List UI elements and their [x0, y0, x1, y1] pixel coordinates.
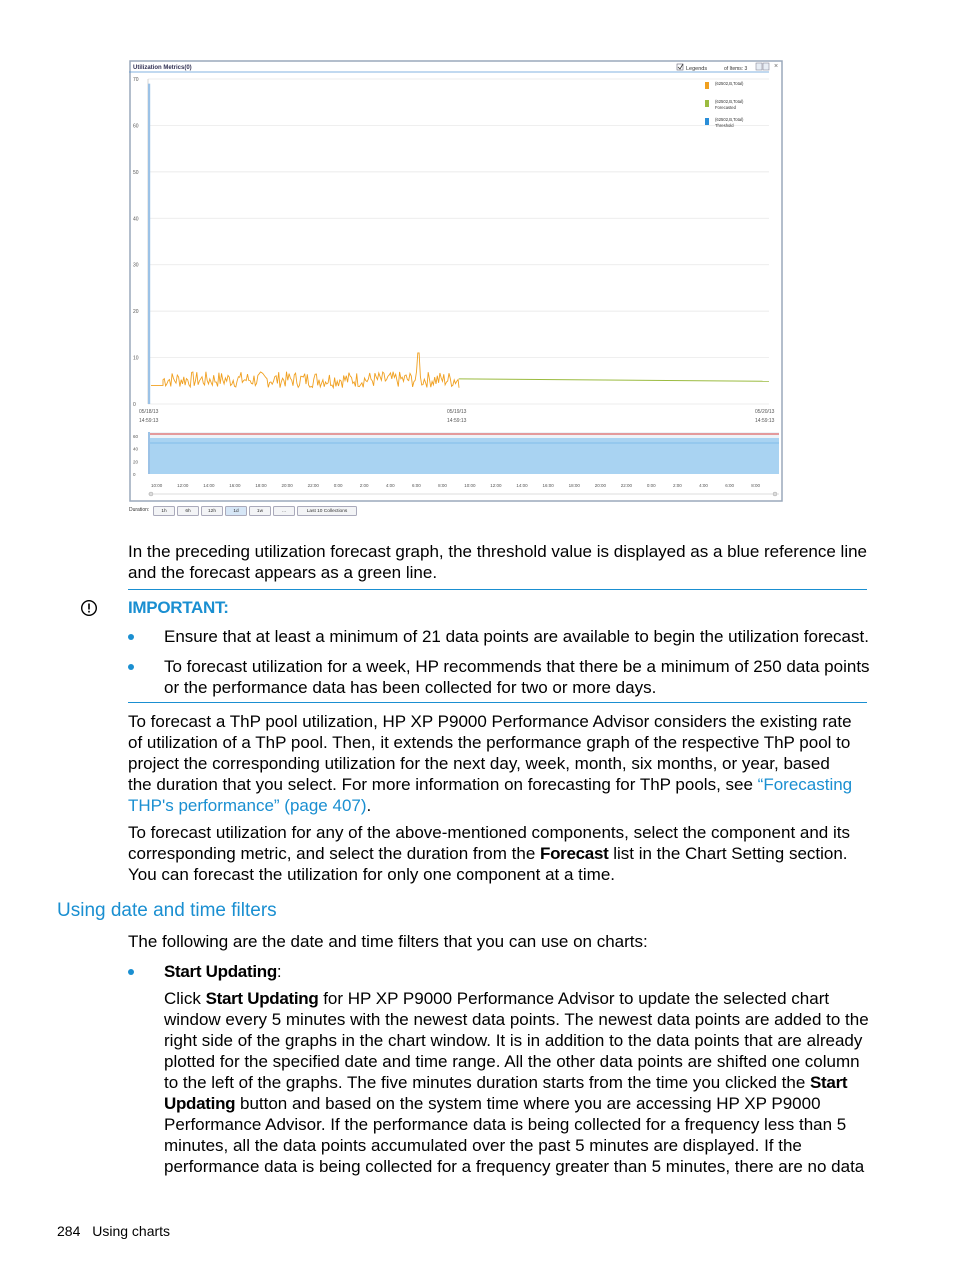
overview-x-tick: 12:00 — [177, 483, 189, 488]
legend-label-sub: Forecasted — [715, 105, 736, 110]
left-bar — [148, 84, 150, 404]
overview-x-tick: 6:00 — [725, 483, 734, 488]
duration-label: Duration: — [129, 507, 150, 513]
overview-x-tick: 14:00 — [516, 483, 528, 488]
start-updating-term-2: Start Updating — [164, 1073, 848, 1113]
duration-button-4[interactable]: 1d — [225, 506, 247, 516]
para2-end: . — [366, 796, 372, 815]
x-tick-time: 14:59:13 — [447, 418, 467, 424]
para3-a: To forecast utilization for any of the above-mentioned components, select the component and its corresponding metric, and select the duration from the — [128, 823, 850, 863]
paragraph-forecast-thp — [128, 711, 858, 816]
important-icon — [80, 599, 98, 617]
paragraph-filters-intro: The following are the date and time filters that you can use on charts: — [128, 932, 648, 951]
overview-y-tick: 20 — [133, 459, 139, 465]
bullet-icon — [128, 664, 134, 670]
overview-x-tick: 4:00 — [385, 483, 395, 488]
duration-button-7[interactable]: Last 10 Collections — [297, 506, 357, 516]
section-heading: Using date and time filters — [57, 900, 277, 921]
overview-y-tick: 0 — [133, 472, 136, 477]
overview-x-tick: 4:00 — [699, 483, 708, 488]
overview-y-tick: 40 — [133, 446, 139, 452]
x-tick-time: 14:59:13 — [755, 418, 775, 424]
y-tick-label: 60 — [133, 123, 139, 130]
page-number: 284 — [57, 1223, 81, 1239]
legend-label: (62502,B,Total) — [715, 117, 744, 122]
duration-button-6[interactable]: ... — [273, 506, 295, 516]
legends-label: Legends — [686, 66, 708, 72]
overview-x-tick: 6:00 — [412, 483, 421, 488]
legend-swatch — [705, 118, 709, 125]
duration-button-2[interactable]: 6h — [177, 506, 199, 516]
y-tick-label: 30 — [133, 262, 139, 269]
legend-swatch — [705, 82, 709, 89]
x-tick-date: 05/18/13 — [139, 409, 159, 415]
legend-label: (62502,B,Total) — [715, 99, 744, 104]
x-tick-date: 05/19/13 — [447, 409, 467, 415]
overview-x-tick: 2:00 — [359, 483, 369, 488]
prev-button[interactable] — [756, 63, 762, 70]
start-updating-label: Start Updating — [164, 962, 277, 981]
overview-x-tick: 10:00 — [464, 483, 476, 488]
overview-y-tick: 60 — [133, 434, 139, 439]
important-top-rule — [128, 589, 867, 590]
overview-x-tick: 2:00 — [673, 483, 682, 488]
items-count: of Items: 3 — [724, 66, 748, 72]
page-footer — [57, 1223, 170, 1239]
overview-x-tick: 0:00 — [646, 483, 656, 488]
overview-left-bar — [148, 432, 150, 474]
forecasting-thp-link[interactable]: “Forecasting THP's performance” (page 407) — [128, 775, 853, 815]
important-list — [128, 626, 870, 698]
colon: : — [276, 962, 282, 981]
y-tick-label: 40 — [133, 216, 139, 223]
overview-x-tick: 8:00 — [751, 483, 761, 488]
bullet-icon — [128, 634, 134, 640]
filters-list — [128, 961, 873, 1177]
overview-x-tick: 10:00 — [151, 483, 163, 488]
chart-title: Utilization Metrics(0) — [133, 65, 192, 71]
x-tick-date: 05/20/13 — [755, 409, 775, 415]
overview-x-tick: 14:00 — [203, 483, 215, 488]
important-item-2: To forecast utilization for a week, HP recommends that there be a minimum of 250 data points or the performance data has been collected for two or more days. — [164, 657, 870, 697]
overview-x-tick: 20:00 — [281, 483, 293, 488]
y-tick-label: 0 — [133, 402, 136, 408]
start-updating-description — [128, 988, 871, 1177]
paragraph-threshold: In the preceding utilization forecast graph, the threshold value is displayed as a blue reference line and the forecast appears as a green line. — [128, 542, 868, 582]
y-tick-label: 20 — [133, 309, 139, 316]
para5-a: Click — [164, 989, 206, 1008]
y-tick-label: 50 — [133, 169, 139, 176]
duration-button-3[interactable]: 12h — [201, 506, 223, 516]
para5-c: for HP XP P9000 Performance Advisor to update the selected chart window every 5 minutes with the newest data points. The newest data points are added to the right side of the graphs in the chart window. It is in addition to the data points that are already plotted for the specified date and time range. All the other data points are shifted one column to the left of the graphs. The five minutes duration starts from the time you clicked the — [164, 989, 869, 1092]
y-tick-label: 70 — [133, 77, 139, 83]
overview-area — [148, 438, 779, 474]
chart-svg — [129, 60, 784, 520]
scroll-handle-left[interactable] — [149, 492, 153, 496]
overview-x-tick: 16:00 — [229, 483, 241, 488]
x-tick-time: 14:59:13 — [139, 418, 159, 424]
bullet-icon — [128, 969, 134, 975]
legend-swatch — [705, 100, 709, 107]
overview-x-tick: 18:00 — [255, 483, 267, 488]
duration-button-1[interactable]: 1h — [153, 506, 175, 516]
close-icon[interactable]: × — [774, 63, 779, 70]
important-bottom-rule — [128, 702, 867, 703]
para5-d: button and based on the system time where you are accessing HP XP P9000 Performance Advisor. If the performance data is being collected for a frequency less than 5 minutes, all the data points accumulated over the past 5 minutes are displayed. If the performance data is being collected for a frequency greater than 5 minutes, there are no data — [164, 1094, 865, 1176]
overview-x-tick: 12:00 — [490, 483, 502, 488]
start-updating-term-1: Start Updating — [205, 989, 319, 1008]
list-item — [128, 656, 870, 698]
overview-x-tick: 8:00 — [438, 483, 447, 488]
overview-x-tick: 22:00 — [620, 483, 633, 488]
overview-x-tick: 18:00 — [568, 483, 580, 488]
overview-x-tick: 20:00 — [594, 483, 606, 488]
important-item-1: Ensure that at least a minimum of 21 data points are available to begin the utilization forecast. — [164, 627, 869, 646]
list-item — [128, 626, 870, 647]
overview-x-tick: 0:00 — [333, 483, 343, 488]
legend-label: (62502,B,Total) — [715, 81, 744, 86]
legend-label-sub: Threshold — [715, 123, 734, 128]
footer-title: Using charts — [92, 1223, 171, 1239]
para3-b: list in the Chart Setting section. You can forecast the utilization for only one component at a time. — [128, 844, 848, 884]
duration-row — [129, 506, 529, 518]
overview-x-tick: 22:00 — [307, 483, 319, 488]
utilization-chart — [129, 60, 784, 520]
duration-button-5[interactable]: 1w — [249, 506, 271, 516]
paragraph-forecast-components — [128, 822, 858, 885]
forecast-term: Forecast — [540, 844, 609, 863]
para2-text: To forecast a ThP pool utilization, HP XP P9000 Performance Advisor considers the existing rate of utilization of a ThP pool. Then, it extends the performance graph of the respective ThP pool to project the corresponding utilization for the next day, week, month, six months, or year, based the duration that you select. For more information on forecasting for ThP pools, see — [128, 712, 852, 794]
scroll-handle-right[interactable] — [773, 492, 777, 496]
important-label: IMPORTANT: — [128, 598, 229, 617]
overview-x-tick: 16:00 — [542, 483, 554, 488]
y-tick-label: 10 — [133, 355, 139, 362]
list-item — [128, 961, 873, 982]
next-button[interactable] — [763, 63, 769, 70]
